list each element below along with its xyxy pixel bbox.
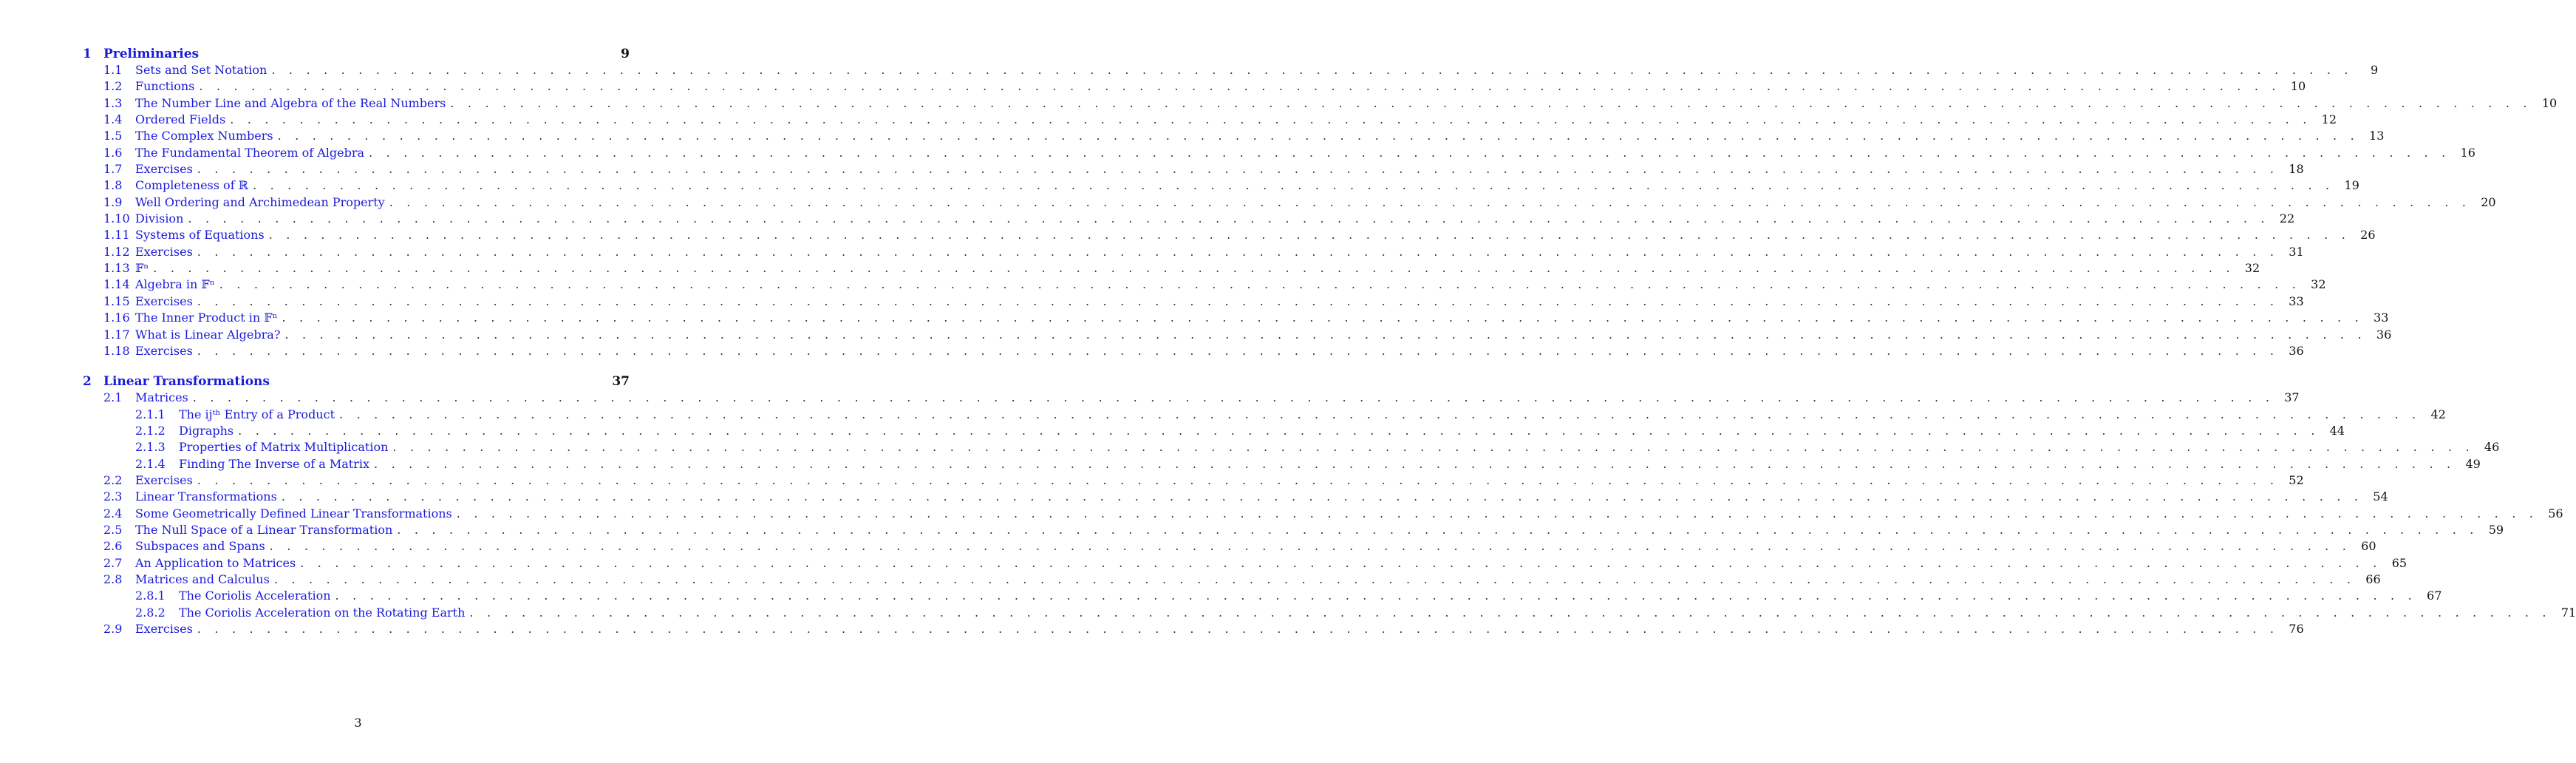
section-number: 2.1.4: [135, 456, 166, 471]
section-page-number: 32: [2311, 277, 2326, 292]
section-title-link[interactable]: Subspaces and Spans: [135, 539, 265, 554]
section-page-number: 10: [2290, 79, 2306, 94]
dot-leader: . . . . . . . . . . . . . . . . . . . . . . . . . . . . . . . . . . . . . . . . . . . . . . . . . . . . . . . . . . . . . . . . . . . . . . . . . . . . . . . . . . . . . . . . . . . . . . . . . . . . . . . . . . . . . . . . . . . . . . . .: [269, 539, 2351, 554]
toc-entry[interactable]: [83, 555, 2408, 572]
section-number: 2.8: [103, 572, 123, 586]
section-page-number: 54: [2373, 489, 2388, 504]
toc-entry[interactable]: [83, 260, 2260, 277]
toc-entry[interactable]: [83, 588, 2442, 604]
section-page-number: 42: [2430, 407, 2446, 421]
section-title-link[interactable]: Matrices: [135, 390, 188, 405]
section-page-number: 10: [2541, 95, 2558, 110]
section-number: 2.6: [103, 539, 123, 554]
dot-leader: . . . . . . . . . . . . . . . . . . . . . . . . . . . . . . . . . . . . . . . . . . . . . . . . . . . . . . . . . . . . . . . . . . . . . . . . . . . . . . . . . . . . . . . . . . . . . . . . . . . . . . . . . . . . . . . . . . . . . . . .: [335, 589, 2417, 603]
toc-entry[interactable]: [83, 244, 2304, 260]
section-number: 1.10: [103, 211, 130, 226]
section-page-number: 76: [2289, 622, 2304, 636]
section-title-link[interactable]: What is Linear Algebra?: [135, 327, 281, 342]
section-title-link[interactable]: The Number Line and Algebra of the Real Numbers: [135, 95, 446, 110]
section-title-link[interactable]: The Fundamental Theorem of Algebra: [135, 145, 365, 160]
section-number: 2.9: [103, 622, 123, 636]
section-number: 2.8.2: [135, 605, 166, 620]
section-title-link[interactable]: Linear Transformations: [135, 489, 277, 504]
toc-entry[interactable]: [83, 390, 2300, 406]
toc-entry[interactable]: [83, 327, 2392, 343]
toc-entry[interactable]: [83, 294, 2304, 310]
section-number: 1.11: [103, 228, 130, 243]
section-title-link[interactable]: The Inner Product in 𝔽ⁿ: [135, 311, 278, 325]
section-title-link[interactable]: Matrices and Calculus: [135, 572, 270, 586]
dot-leader: . . . . . . . . . . . . . . . . . . . . . . . . . . . . . . . . . . . . . . . . . . . . . . . . . . . . . . . . . . . . . . . . . . . . . . . . . . . . . . . . . . . . . . . . . . . . . . . . . . . . . . . . . . . . . . . . . . . . . . . .: [197, 244, 2279, 259]
dot-leader: . . . . . . . . . . . . . . . . . . . . . . . . . . . . . . . . . . . . . . . . . . . . . . . . . . . . . . . . . . . . . . . . . . . . . . . . . . . . . . . . . . . . . . . . . . . . . . . . . . . . . . . . . . . . . . . . . . . . . . . .: [450, 95, 2532, 110]
section-page-number: 13: [2369, 129, 2385, 143]
toc-entry[interactable]: [83, 177, 2359, 194]
section-page-number: 26: [2360, 228, 2376, 243]
dot-leader: . . . . . . . . . . . . . . . . . . . . . . . . . . . . . . . . . . . . . . . . . . . . . . . . . . . . . . . . . . . . . . . . . . . . . . . . . . . . . . . . . . . . . . . . . . . . . . . . . . . . . . . . . . . . . . . . . . . . . . . .: [273, 572, 2356, 586]
toc-entry[interactable]: [83, 621, 2304, 637]
chapter-title-link[interactable]: Preliminaries: [103, 47, 200, 61]
section-number: 2.1.2: [135, 423, 166, 438]
dot-leader: . . . . . . . . . . . . . . . . . . . . . . . . . . . . . . . . . . . . . . . . . . . . . . . . . . . . . . . . . . . . . . . . . . . . . . . . . . . . . . . . . . . . . . . . . . . . . . . . . . . . . . . . . . . . . . . . . . . . . . . .: [374, 456, 2456, 471]
section-title-link[interactable]: Exercises: [135, 343, 193, 358]
section-page-number: 31: [2289, 244, 2304, 259]
dot-leader: . . . . . . . . . . . . . . . . . . . . . . . . . . . . . . . . . . . . . . . . . . . . . . . . . . . . . . . . . . . . . . . . . . . . . . . . . . . . . . . . . . . . . . . . . . . . . . . . . . . . . . . . . . . . . . . . . . . . . . . .: [197, 472, 2279, 487]
section-number: 1.6: [103, 145, 123, 160]
section-title-link[interactable]: Some Geometrically Defined Linear Transformations: [135, 506, 452, 520]
dot-leader: . . . . . . . . . . . . . . . . . . . . . . . . . . . . . . . . . . . . . . . . . . . . . . . . . . . . . . . . . . . . . . . . . . . . . . . . . . . . . . . . . . . . . . . . . . . . . . . . . . . . . . . . . . . . . . . . . . . . . . . .: [219, 277, 2301, 292]
section-page-number: 18: [2289, 162, 2304, 177]
section-number: 1.5: [103, 129, 123, 143]
section-page-number: 46: [2484, 440, 2500, 455]
dot-leader: . . . . . . . . . . . . . . . . . . . . . . . . . . . . . . . . . . . . . . . . . . . . . . . . . . . . . . . . . . . . . . . . . . . . . . . . . . . . . . . . . . . . . . . . . . . . . . . . . . . . . . . . . . . . . . . . . . . . . . . .: [397, 522, 2479, 537]
dot-leader: . . . . . . . . . . . . . . . . . . . . . . . . . . . . . . . . . . . . . . . . . . . . . . . . . . . . . . . . . . . . . . . . . . . . . . . . . . . . . . . . . . . . . . . . . . . . . . . . . . . . . . . . . . . . . . . . . . . . . . . .: [197, 162, 2279, 177]
section-title-link[interactable]: Exercises: [135, 622, 193, 636]
section-number: 1.15: [103, 294, 130, 308]
section-title-link[interactable]: Exercises: [135, 294, 193, 308]
dot-leader: . . . . . . . . . . . . . . . . . . . . . . . . . . . . . . . . . . . . . . . . . . . . . . . . . . . . . . . . . . . . . . . . . . . . . . . . . . . . . . . . . . . . . . . . . . . . . . . . . . . . . . . . . . . . . . . . . . . . . . . .: [188, 211, 2270, 226]
dot-leader: . . . . . . . . . . . . . . . . . . . . . . . . . . . . . . . . . . . . . . . . . . . . . . . . . . . . . . . . . . . . . . . . . . . . . . . . . . . . . . . . . . . . . . . . . . . . . . . . . . . . . . . . . . . . . . . . . . . . . . . .: [469, 605, 2552, 620]
section-page-number: 32: [2244, 261, 2260, 276]
toc-entry[interactable]: [83, 128, 2385, 144]
section-page-number: 52: [2289, 472, 2304, 487]
toc-entry[interactable]: [83, 439, 2500, 455]
section-number: 2.3: [103, 489, 123, 504]
section-number: 2.5: [103, 522, 123, 537]
section-page-number: 16: [2460, 145, 2476, 160]
section-number: 1.8: [103, 178, 123, 193]
section-page-number: 59: [2488, 522, 2504, 537]
section-title-link[interactable]: Exercises: [135, 162, 193, 177]
section-page-number: 20: [2481, 194, 2496, 209]
toc-entry[interactable]: [83, 572, 2381, 588]
section-page-number: 36: [2376, 327, 2392, 342]
toc-entry[interactable]: [83, 472, 2304, 489]
dot-leader: . . . . . . . . . . . . . . . . . . . . . . . . . . . . . . . . . . . . . . . . . . . . . . . . . . . . . . . . . . . . . . . . . . . . . . . . . . . . . . . . . . . . . . . . . . . . . . . . . . . . . . . . . . . . . . . . . . . . . . . .: [456, 506, 2538, 520]
section-number: 2.8.1: [135, 589, 166, 603]
section-number: 2.1.1: [135, 407, 166, 421]
dot-leader: . . . . . . . . . . . . . . . . . . . . . . . . . . . . . . . . . . . . . . . . . . . . . . . . . . . . . . . . . . . . . . . . . . . . . . . . . . . . . . . . . . . . . . . . . . . . . . . . . . . . . . . . . . . . . . . . . . . . . . . .: [253, 178, 2334, 193]
dot-leader: . . . . . . . . . . . . . . . . . . . . . . . . . . . . . . . . . . . . . . . . . . . . . . . . . . . . . . . . . . . . . . . . . . . . . . . . . . . . . . . . . . . . . . . . . . . . . . . . . . . . . . . . . . . . . . . . . . . . . . . .: [192, 390, 2275, 405]
toc-entry[interactable]: [83, 78, 2306, 95]
section-page-number: 67: [2427, 589, 2442, 603]
section-page-number: 66: [2365, 572, 2381, 586]
toc-entry[interactable]: [83, 310, 2389, 326]
toc-chapter-2[interactable]: [83, 373, 630, 390]
dot-leader: . . . . . . . . . . . . . . . . . . . . . . . . . . . . . . . . . . . . . . . . . . . . . . . . . . . . . . . . . . . . . . . . . . . . . . . . . . . . . . . . . . . . . . . . . . . . . . . . . . . . . . . . . . . . . . . . . . . . . . . .: [282, 311, 2364, 325]
section-page-number: 36: [2289, 343, 2304, 358]
section-number: 1.16: [103, 311, 130, 325]
section-number: 1.12: [103, 244, 130, 259]
chapter-page-number: 9: [621, 47, 630, 61]
dot-leader: . . . . . . . . . . . . . . . . . . . . . . . . . . . . . . . . . . . . . . . . . . . . . . . . . . . . . . . . . . . . . . . . . . . . . . . . . . . . . . . . . . . . . . . . . . . . . . . . . . . . . . . . . . . . . . . . . . . . . . . .: [153, 261, 2235, 276]
toc-entry[interactable]: [83, 112, 2337, 128]
section-number: 2.4: [103, 506, 123, 520]
toc-entry[interactable]: [83, 227, 2376, 243]
section-number: 2.7: [103, 555, 123, 570]
dot-leader: . . . . . . . . . . . . . . . . . . . . . . . . . . . . . . . . . . . . . . . . . . . . . . . . . . . . . . . . . . . . . . . . . . . . . . . . . . . . . . . . . . . . . . . . . . . . . . . . . . . . . . . . . . . . . . . . . . . . . . . .: [197, 343, 2279, 358]
toc-entry[interactable]: [83, 423, 2345, 439]
toc-entry[interactable]: [83, 145, 2476, 161]
section-page-number: 19: [2344, 178, 2359, 193]
section-page-number: 12: [2321, 112, 2337, 127]
dot-leader: . . . . . . . . . . . . . . . . . . . . . . . . . . . . . . . . . . . . . . . . . . . . . . . . . . . . . . . . . . . . . . . . . . . . . . . . . . . . . . . . . . . . . . . . . . . . . . . . . . . . . . . . . . . . . . . . . . . . . . . .: [389, 194, 2471, 209]
section-page-number: 65: [2391, 555, 2408, 570]
section-title-link[interactable]: The ijᵗʰ Entry of a Product: [179, 407, 335, 421]
chapter-number: 1: [83, 47, 92, 61]
section-number: 2.2: [103, 472, 123, 487]
dot-leader: . . . . . . . . . . . . . . . . . . . . . . . . . . . . . . . . . . . . . . . . . . . . . . . . . . . . . . . . . . . . . . . . . . . . . . . . . . . . . . . . . . . . . . . . . . . . . . . . . . . . . . . . . . . . . . . . . . . . . . . .: [300, 555, 2382, 570]
section-title-link[interactable]: Ordered Fields: [135, 112, 226, 127]
section-number: 1.4: [103, 112, 123, 127]
dot-leader: . . . . . . . . . . . . . . . . . . . . . . . . . . . . . . . . . . . . . . . . . . . . . . . . . . . . . . . . . . . . . . . . . . . . . . . . . . . . . . . . . . . . . . . . . . . . . . . . . . . . . . . . . . . . . . . . . . . . . . . .: [369, 145, 2450, 160]
section-number: 1.9: [103, 194, 123, 209]
section-title-link[interactable]: The Coriolis Acceleration: [179, 589, 331, 603]
section-number: 1.1: [103, 63, 123, 77]
section-title-link[interactable]: Exercises: [135, 472, 193, 487]
section-title-link[interactable]: The Null Space of a Linear Transformation: [135, 522, 393, 537]
section-title-link[interactable]: Sets and Set Notation: [135, 63, 268, 77]
toc-entry[interactable]: [83, 605, 2576, 621]
section-title-link[interactable]: Functions: [135, 79, 195, 94]
section-page-number: 60: [2361, 539, 2376, 554]
section-number: 1.3: [103, 95, 123, 110]
dot-leader: . . . . . . . . . . . . . . . . . . . . . . . . . . . . . . . . . . . . . . . . . . . . . . . . . . . . . . . . . . . . . . . . . . . . . . . . . . . . . . . . . . . . . . . . . . . . . . . . . . . . . . . . . . . . . . . . . . . . . . . .: [281, 489, 2363, 504]
section-page-number: 44: [2329, 423, 2345, 438]
section-number: 1.2: [103, 79, 123, 94]
dot-leader: . . . . . . . . . . . . . . . . . . . . . . . . . . . . . . . . . . . . . . . . . . . . . . . . . . . . . . . . . . . . . . . . . . . . . . . . . . . . . . . . . . . . . . . . . . . . . . . . . . . . . . . . . . . . . . . . . . . . . . . .: [392, 440, 2475, 455]
dot-leader: . . . . . . . . . . . . . . . . . . . . . . . . . . . . . . . . . . . . . . . . . . . . . . . . . . . . . . . . . . . . . . . . . . . . . . . . . . . . . . . . . . . . . . . . . . . . . . . . . . . . . . . . . . . . . . . . . . . . . . . .: [268, 228, 2351, 243]
section-number: 1.7: [103, 162, 123, 177]
section-title-link[interactable]: Properties of Matrix Multiplication: [179, 440, 389, 455]
toc-entry[interactable]: [83, 194, 2496, 211]
toc-entry[interactable]: [83, 161, 2304, 177]
section-page-number: 56: [2548, 506, 2563, 520]
toc-entry[interactable]: [83, 489, 2388, 505]
chapter-title-link[interactable]: Linear Transformations: [103, 374, 270, 390]
section-title-link[interactable]: The Complex Numbers: [135, 129, 273, 143]
section-title-link[interactable]: Well Ordering and Archimedean Property: [135, 194, 385, 209]
section-number: 2.1: [103, 390, 123, 405]
dot-leader: . . . . . . . . . . . . . . . . . . . . . . . . . . . . . . . . . . . . . . . . . . . . . . . . . . . . . . . . . . . . . . . . . . . . . . . . . . . . . . . . . . . . . . . . . . . . . . . . . . . . . . . . . . . . . . . . . . . . . . . .: [284, 327, 2367, 342]
dot-leader: . . . . . . . . . . . . . . . . . . . . . . . . . . . . . . . . . . . . . . . . . . . . . . . . . . . . . . . . . . . . . . . . . . . . . . . . . . . . . . . . . . . . . . . . . . . . . . . . . . . . . . . . . . . . . . . . . . . . . . . .: [197, 622, 2279, 636]
section-title-link[interactable]: Algebra in 𝔽ⁿ: [135, 277, 215, 292]
toc-entry[interactable]: [83, 62, 2379, 78]
section-page-number: 37: [2284, 390, 2300, 405]
dot-leader: . . . . . . . . . . . . . . . . . . . . . . . . . . . . . . . . . . . . . . . . . . . . . . . . . . . . . . . . . . . . . . . . . . . . . . . . . . . . . . . . . . . . . . . . . . . . . . . . . . . . . . . . . . . . . . . . . . . . . . . .: [339, 407, 2421, 421]
toc-entry[interactable]: [83, 211, 2295, 227]
dot-leader: . . . . . . . . . . . . . . . . . . . . . . . . . . . . . . . . . . . . . . . . . . . . . . . . . . . . . . . . . . . . . . . . . . . . . . . . . . . . . . . . . . . . . . . . . . . . . . . . . . . . . . . . . . . . . . . . . . . . . . . .: [199, 79, 2281, 94]
chapter-number: 2: [83, 374, 92, 390]
section-page-number: 9: [2371, 63, 2379, 77]
section-number: 1.14: [103, 277, 130, 292]
section-page-number: 33: [2289, 294, 2304, 308]
toc-entry[interactable]: [83, 456, 2481, 472]
section-title-link[interactable]: The Coriolis Acceleration on the Rotating Earth: [179, 605, 466, 620]
section-number: 1.13: [103, 261, 130, 276]
section-title-link[interactable]: Finding The Inverse of a Matrix: [179, 456, 369, 471]
section-number: 1.17: [103, 327, 130, 342]
page-number: 3: [354, 716, 362, 730]
chapter-page-number: 37: [612, 374, 630, 390]
dot-leader: . . . . . . . . . . . . . . . . . . . . . . . . . . . . . . . . . . . . . . . . . . . . . . . . . . . . . . . . . . . . . . . . . . . . . . . . . . . . . . . . . . . . . . . . . . . . . . . . . . . . . . . . . . . . . . . . . . . . . . . .: [238, 423, 2320, 438]
toc-entry[interactable]: [83, 538, 2376, 555]
dot-leader: . . . . . . . . . . . . . . . . . . . . . . . . . . . . . . . . . . . . . . . . . . . . . . . . . . . . . . . . . . . . . . . . . . . . . . . . . . . . . . . . . . . . . . . . . . . . . . . . . . . . . . . . . . . . . . . . . . . . . . . .: [277, 129, 2359, 143]
section-number: 1.18: [103, 343, 130, 358]
section-title-link[interactable]: An Application to Matrices: [135, 555, 296, 570]
section-title-link[interactable]: Exercises: [135, 244, 193, 259]
toc-chapter-1[interactable]: [83, 46, 630, 62]
section-page-number: 22: [2279, 211, 2295, 226]
section-title-link[interactable]: Digraphs: [179, 423, 234, 438]
section-page-number: 49: [2465, 456, 2481, 471]
dot-leader: . . . . . . . . . . . . . . . . . . . . . . . . . . . . . . . . . . . . . . . . . . . . . . . . . . . . . . . . . . . . . . . . . . . . . . . . . . . . . . . . . . . . . . . . . . . . . . . . . . . . . . . . . . . . . . . . . . . . . . . .: [271, 63, 2354, 77]
section-title-link[interactable]: 𝔽ⁿ: [135, 261, 149, 276]
toc-entry[interactable]: [83, 343, 2304, 359]
table-of-contents: [83, 46, 2576, 637]
section-page-number: 71: [2560, 605, 2576, 620]
section-number: 2.1.3: [135, 440, 166, 455]
section-title-link[interactable]: Systems of Equations: [135, 228, 265, 243]
toc-entry[interactable]: [83, 277, 2326, 293]
section-page-number: 33: [2374, 311, 2389, 325]
toc-entry[interactable]: [83, 95, 2558, 112]
section-title-link[interactable]: Completeness of ℝ: [135, 178, 248, 193]
dot-leader: . . . . . . . . . . . . . . . . . . . . . . . . . . . . . . . . . . . . . . . . . . . . . . . . . . . . . . . . . . . . . . . . . . . . . . . . . . . . . . . . . . . . . . . . . . . . . . . . . . . . . . . . . . . . . . . . . . . . . . . .: [197, 294, 2279, 308]
toc-entry[interactable]: [83, 407, 2446, 423]
section-title-link[interactable]: Division: [135, 211, 184, 226]
toc-entry[interactable]: [83, 522, 2504, 538]
dot-leader: . . . . . . . . . . . . . . . . . . . . . . . . . . . . . . . . . . . . . . . . . . . . . . . . . . . . . . . . . . . . . . . . . . . . . . . . . . . . . . . . . . . . . . . . . . . . . . . . . . . . . . . . . . . . . . . . . . . . . . . .: [230, 112, 2312, 127]
toc-entry[interactable]: [83, 506, 2563, 522]
